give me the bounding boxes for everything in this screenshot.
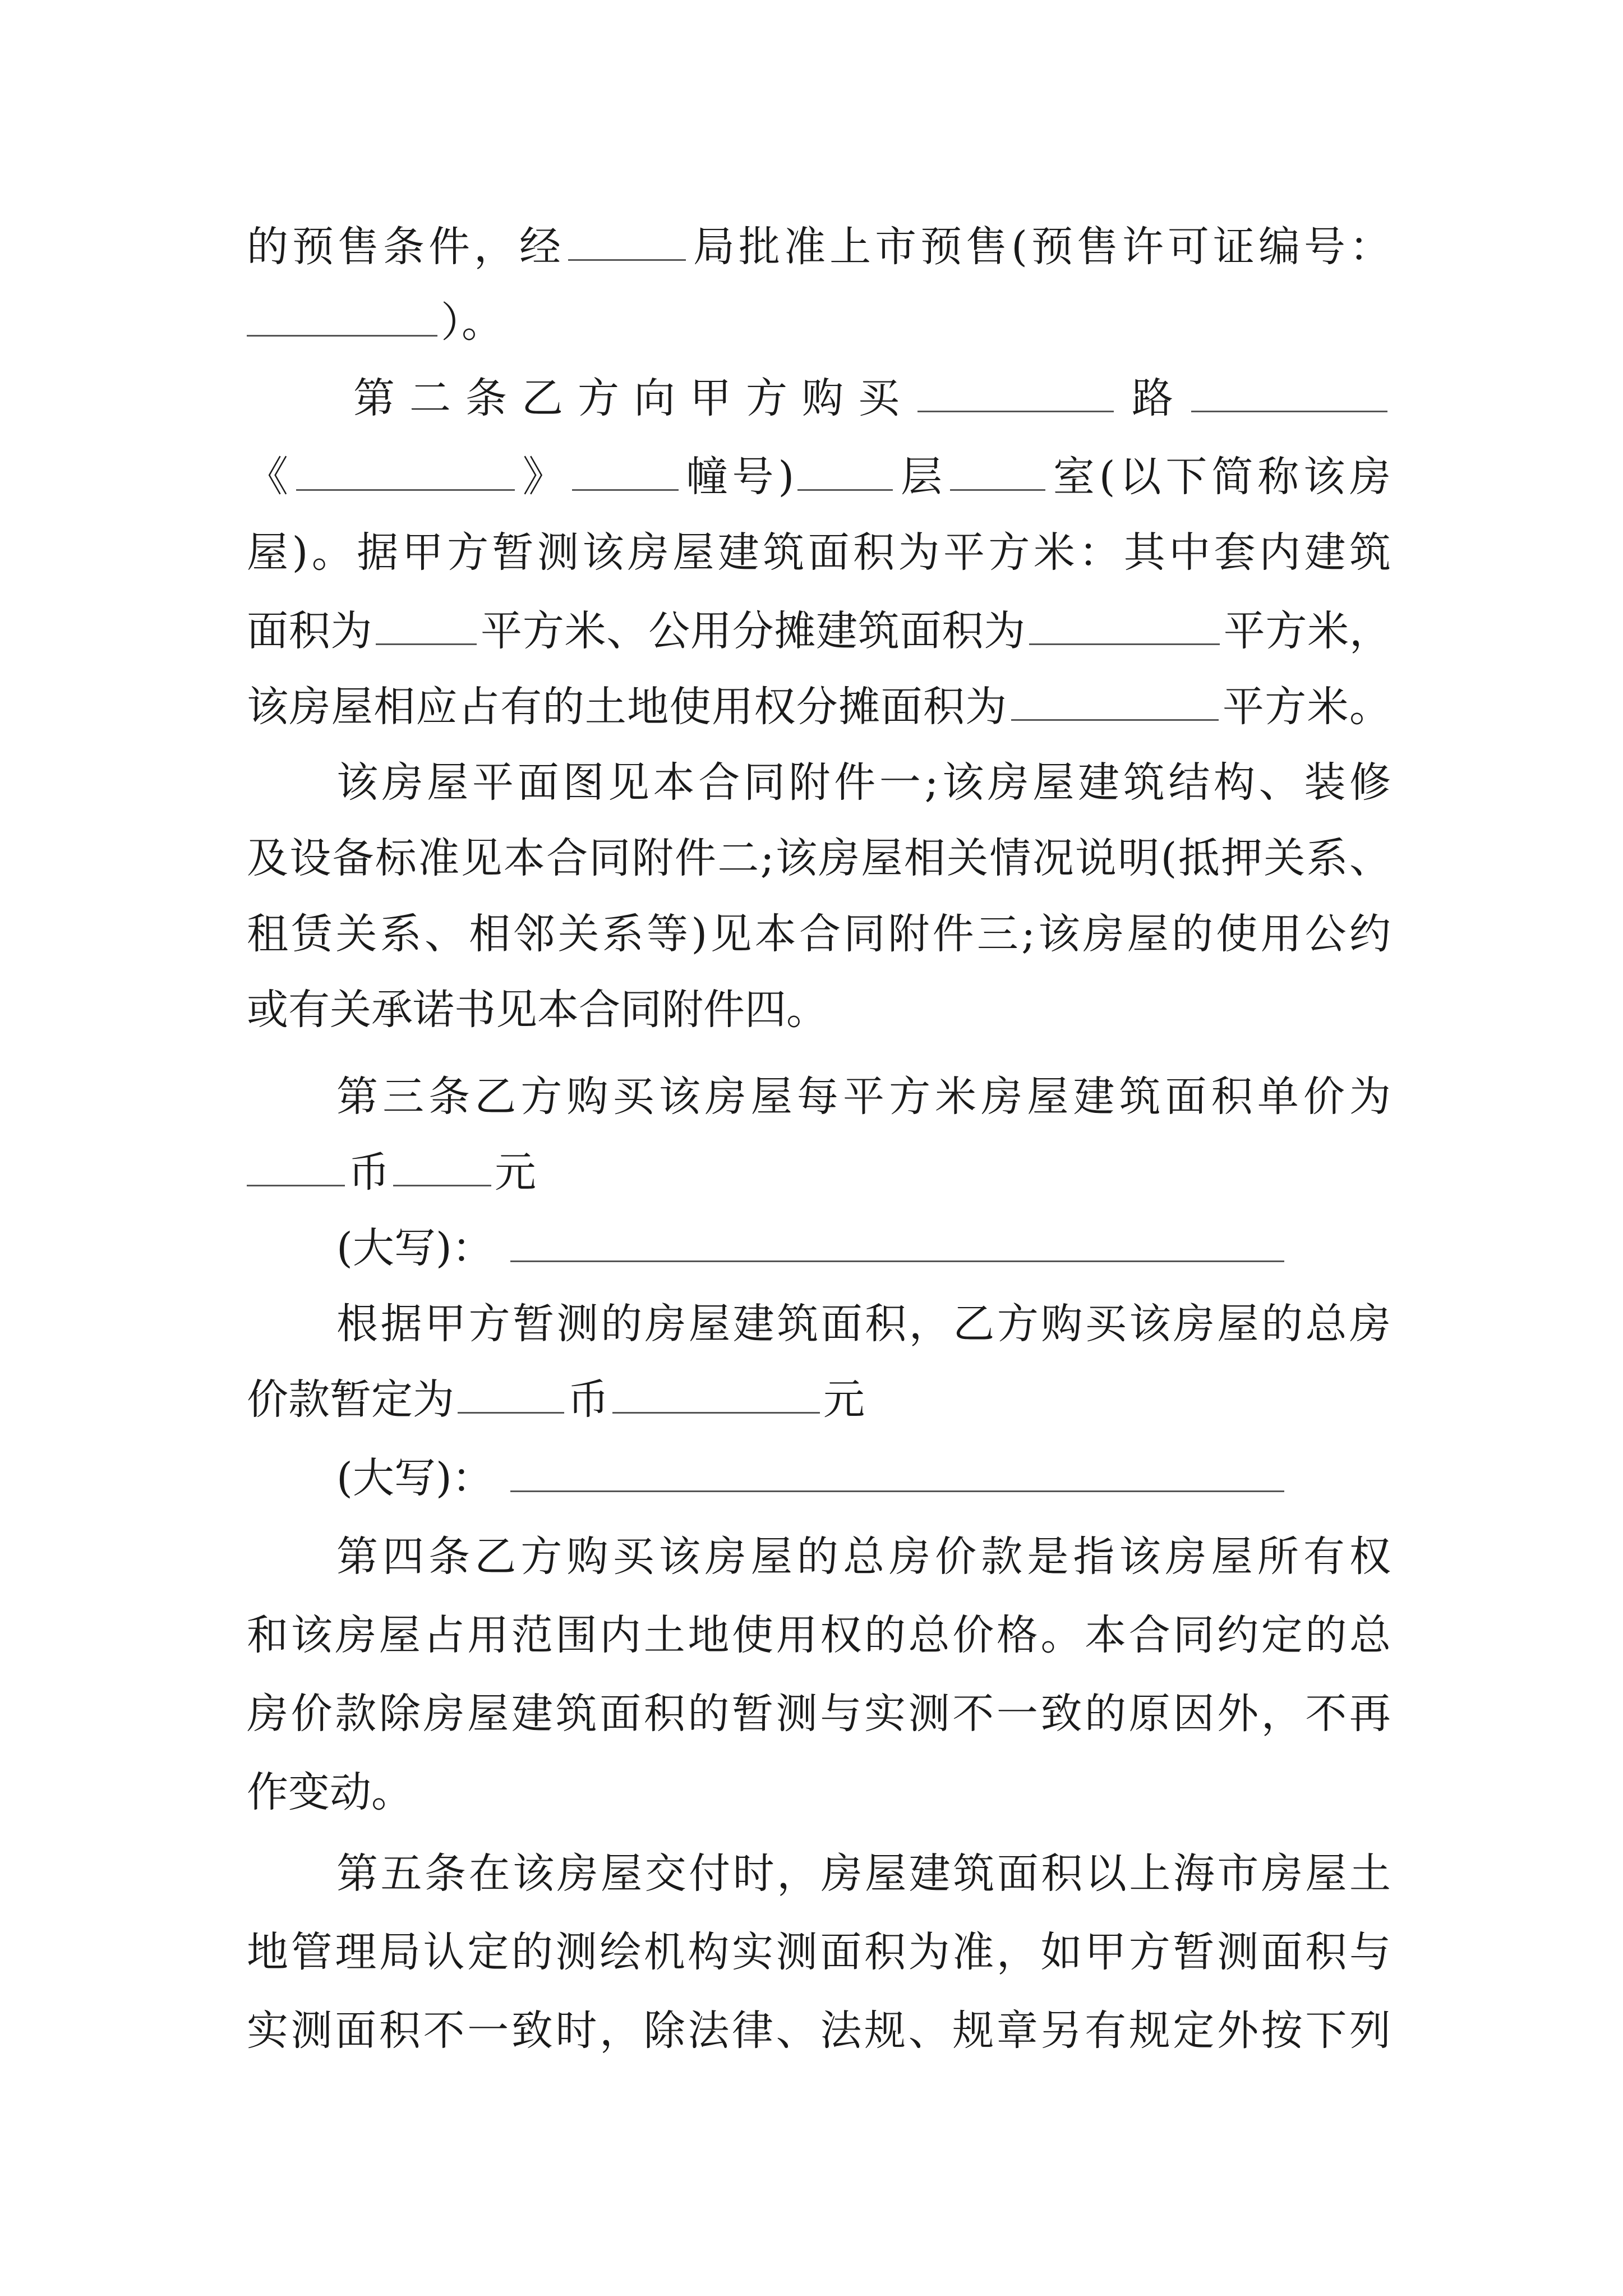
text-segment: 实测面积不一致时，除法律、法规、规章另有规定外按下列 xyxy=(247,2007,1391,2055)
fill-blank xyxy=(917,376,1114,412)
fill-blank xyxy=(797,454,893,491)
line-attachments-4 xyxy=(247,968,828,1052)
text-segment: 币 xyxy=(348,1148,390,1197)
fill-blank xyxy=(376,609,477,645)
line-unit-price-capital xyxy=(336,1206,1288,1290)
fill-blank xyxy=(458,1377,564,1414)
text-segment: 幢号) xyxy=(681,453,795,501)
text-segment: 的预售条件，经 xyxy=(247,223,565,271)
line-area-breakdown xyxy=(247,589,1391,673)
text-segment: 》 xyxy=(518,453,569,501)
text-segment: 和该房屋占用范围内土地使用权的总价格。本合同约定的总 xyxy=(247,1611,1391,1659)
text-segment: 平方米， xyxy=(1223,607,1391,655)
line-total-price-capital xyxy=(336,1436,1288,1520)
line-building-room xyxy=(247,435,1391,519)
line-article-5-body-1 xyxy=(247,1910,1391,1994)
text-segment: ）。 xyxy=(441,298,503,347)
text-segment: 第三条乙方购买该房屋每平方米房屋建筑面积单价为 xyxy=(336,1073,1391,1121)
text-segment: 路 xyxy=(1117,374,1188,422)
line-article-5-body-2 xyxy=(247,1989,1391,2073)
fill-blank xyxy=(1191,376,1387,412)
fill-blank xyxy=(1029,609,1220,645)
fill-blank xyxy=(612,1377,820,1414)
fill-blank xyxy=(296,454,515,491)
text-segment: 作变动。 xyxy=(247,1768,413,1816)
line-total-price-intro xyxy=(336,1282,1391,1366)
fill-blank xyxy=(568,224,686,261)
text-segment: 第五条在该房屋交付时，房屋建筑面积以上海市房屋土 xyxy=(336,1849,1391,1898)
fill-blank xyxy=(393,1150,491,1186)
text-segment: (大写)： xyxy=(336,1224,494,1272)
text-segment: 第二条乙方向甲方购买 xyxy=(353,374,914,422)
text-segment: 价款暂定为 xyxy=(247,1375,454,1424)
text-segment: 及设备标准见本合同附件二;该房屋相关情况说明(抵押关系、 xyxy=(247,834,1391,882)
fill-blank xyxy=(572,454,679,491)
text-segment: 租赁关系、相邻关系等)见本合同附件三;该房屋的使用公约 xyxy=(247,910,1391,958)
article-3-heading-line xyxy=(336,1055,1391,1139)
line-land-use-area xyxy=(247,665,1391,749)
line-article-4-body-2 xyxy=(247,1672,1391,1756)
fill-blank xyxy=(510,1226,1284,1262)
text-segment: 房价款除房屋建筑面积的暂测与实测不一致的原因外，不再 xyxy=(247,1690,1391,1738)
fill-blank xyxy=(247,300,437,337)
text-segment: 平方米。 xyxy=(1221,683,1391,731)
text-segment: 面积为 xyxy=(247,607,373,655)
article-5-heading-line xyxy=(336,1832,1391,1916)
text-segment: 平方米、公用分摊建筑面积为 xyxy=(480,607,1026,655)
text-segment: 元 xyxy=(495,1148,536,1197)
line-attachments-2 xyxy=(247,816,1391,900)
line-attachments-1 xyxy=(336,740,1391,825)
line-unit-price xyxy=(247,1130,536,1214)
text-segment: 该房屋平面图见本合同附件一;该房屋建筑结构、装修 xyxy=(336,758,1391,807)
article-2-heading-line xyxy=(353,356,1391,440)
text-segment: 《 xyxy=(247,453,293,501)
text-segment: 局批准上市预售(预售许可证编号： xyxy=(689,223,1391,271)
fill-blank xyxy=(950,454,1045,491)
text-segment: 地管理局认定的测绘机构实测面积为准，如甲方暂测面积与 xyxy=(247,1928,1391,1976)
line-permit-number xyxy=(247,280,503,365)
line-article-4-body-3 xyxy=(247,1750,413,1834)
text-segment: 室(以下简称该房 xyxy=(1049,453,1391,501)
fill-blank xyxy=(247,1150,345,1186)
line-article-4-body-1 xyxy=(247,1593,1391,1677)
text-segment: (大写)： xyxy=(336,1454,494,1502)
text-segment: 根据甲方暂测的房屋建筑面积，乙方购买该房屋的总房 xyxy=(336,1300,1391,1348)
line-total-price xyxy=(247,1358,865,1442)
line-attachments-3 xyxy=(247,892,1391,976)
article-4-heading-line xyxy=(336,1515,1391,1599)
text-segment: 层 xyxy=(896,453,947,501)
text-segment: 或有关承诺书见本合同附件四。 xyxy=(247,986,828,1034)
fill-blank xyxy=(510,1456,1284,1492)
text-segment: 币 xyxy=(568,1375,609,1424)
text-segment: 该房屋相应占有的土地使用权分摊面积为 xyxy=(247,683,1008,731)
fill-blank xyxy=(1011,684,1219,721)
text-segment: 元 xyxy=(823,1375,865,1424)
line-estimated-area xyxy=(247,510,1391,595)
text-segment: 第四条乙方购买该房屋的总房价款是指该房屋所有权 xyxy=(336,1533,1391,1581)
text-segment: 屋)。据甲方暂测该房屋建筑面积为平方米：其中套内建筑 xyxy=(247,528,1391,577)
line-presale-conditions xyxy=(247,205,1391,289)
